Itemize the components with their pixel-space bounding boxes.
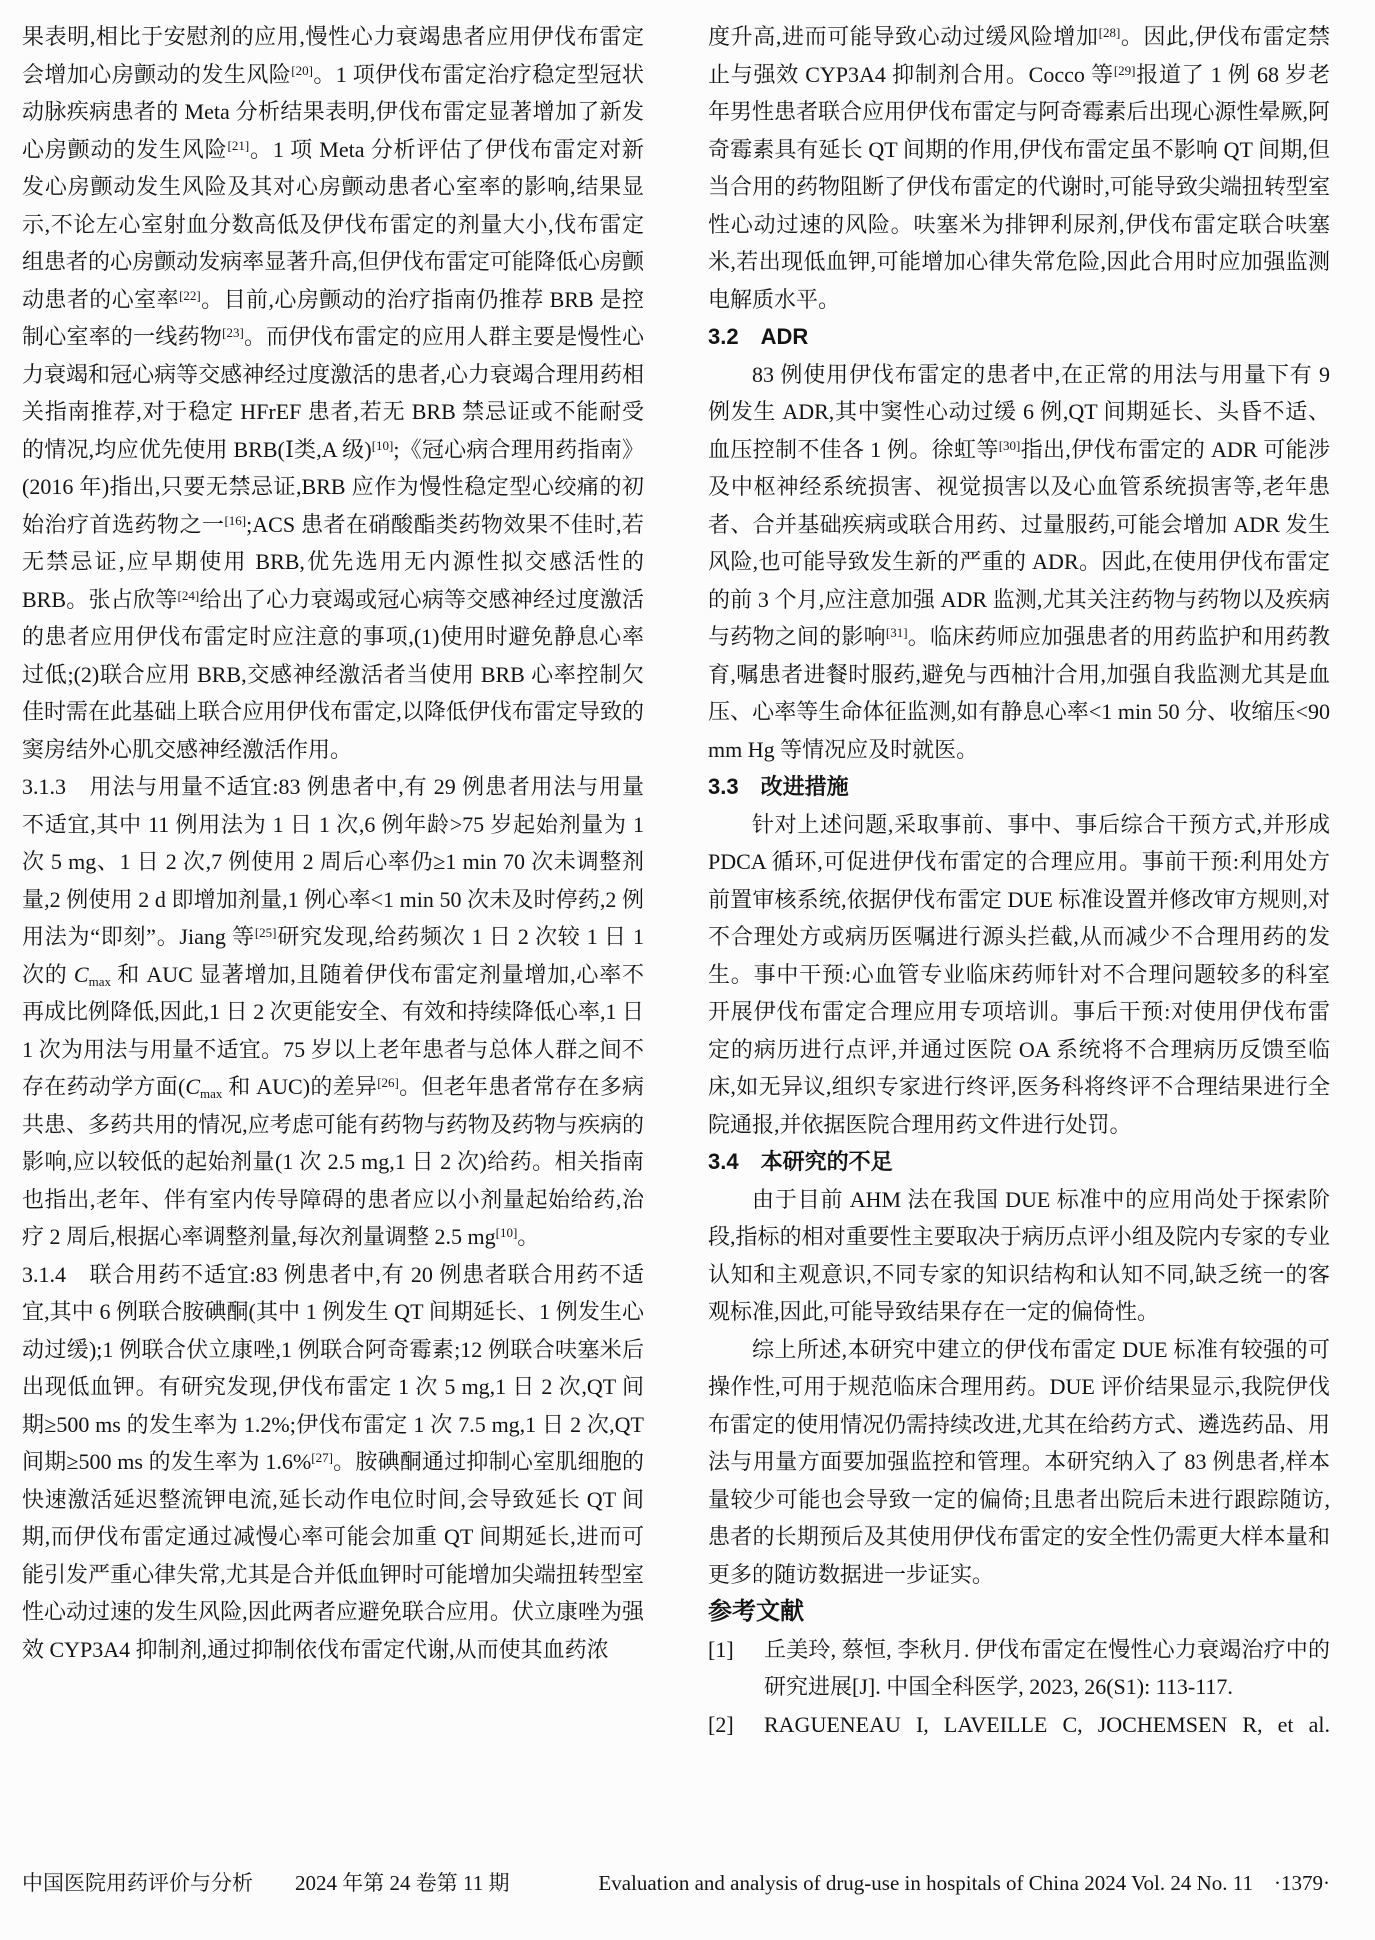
reference-item <box>708 1631 1330 1706</box>
body-paragraph: 83 例使用伊伐布雷定的患者中,在正常的用法与用量下有 9 例发生 ADR,其中窦性心动过缓 6 例,QT 间期延长、头昏不适、血压控制不佳各 1 例。徐虹等[30]指出,伊伐布雷定的 ADR 可能涉及中枢神经系统损害、视觉损害以及心血管系统损害等,老年患者、合并基础疾病或联合用药、过量服药,可能会增加 ADR 发生风险,也可能导致发生新的严重的 ADR。因此,在使用伊伐布雷定的前 3 个月,应注意加强 ADR 监测,尤其关注药物与药物以及疾病与药物之间的影响[31]。临床药师应加强患者的用药监护和用药教育,嘱患者进餐时服药,避免与西柚汁合用,加强自我监测尤其是血压、心率等生命体征监测,如有静息心率<1 min 50 分、收缩压<90 mm Hg 等情况应及时就医。 <box>708 361 1330 762</box>
inline-symbol: max <box>200 1086 223 1101</box>
body-paragraph: 3.1.4 联合用药不适宜:83 例患者中,有 20 例患者联合用药不适宜,其中 6 例联合胺碘酮(其中 1 例发生 QT 间期延长、1 例发生心动过缓);1 例联合伏立康唑,1 例联合阿奇霉素;12 例联合呋塞米后出现低血钾。有研究发现,伊伐布雷定 1 次 5 mg,1 日 2 次,QT 间期≥500 ms 的发生率为 1.2%;伊伐布雷定 1 次 7.5 mg,1 日 2 次,QT 间期≥500 ms 的发生率为 1.6%[27]。胺碘酮通过抑制心室肌细胞的快速激活延迟整流钾电流,延长动作电位时间,会导致延长 QT 间期,而伊伐布雷定通过减慢心率可能会加重 QT 间期延长,进而可能引发严重心律失常,尤其是合并低血钾时可能增加尖端扭转型室性心动过速的发生风险,因此两者应避免联合应用。伏立康唑为强效 CYP3A4 抑制剂,通过抑制依伐布雷定代谢,从而使其血药浓 <box>22 1261 644 1662</box>
reference-superscript: [10] <box>495 1225 518 1240</box>
reference-superscript: [22] <box>179 287 201 303</box>
reference-superscript: [29] <box>1113 62 1136 78</box>
body-paragraph: 果表明,相比于安慰剂的应用,慢性心力衰竭患者应用伊伐布雷定会增加心房颤动的发生风险[20]。1 项伊伐布雷定治疗稳定型冠状动脉疾病患者的 Meta 分析结果表明,伊伐布雷定显著增加了新发心房颤动的发生风险[21]。1 项 Meta 分析评估了伊伐布雷定对新发心房颤动发生风险及其对心房颤动患者心室率的影响,结果显示,不论左心室射血分数高低及伊伐布雷定的剂量大小,伐布雷定组患者的心房颤动发病率显著升高,但伊伐布雷定可能降低心房颤动患者的心室率[22]。目前,心房颤动的治疗指南仍推荐 BRB 是控制心室率的一线药物[23]。而伊伐布雷定的应用人群主要是慢性心力衰竭和冠心病等交感神经过度激活的患者,心力衰竭合理用药相关指南推荐,对于稳定 HFrEF 患者,若无 BRB 禁忌证或不能耐受的情况,均应优先使用 BRB(Ⅰ类,A 级)[10];《冠心病合理用药指南》(2016 年)指出,只要无禁忌证,BRB 应作为慢性稳定型心绞痛的初始治疗首选药物之一[16];ACS 患者在硝酸酯类药物效果不佳时,若无禁忌证,应早期使用 BRB,优先选用无内源性拟交感活性的 BRB。张占欣等[24]给出了心力衰竭或冠心病等交感神经过度激活的患者应用伊伐布雷定时应注意的事项,(1)使用时避免静息心率过低;(2)联合应用 BRB,交感神经激活者当使用 BRB 心率控制欠佳时需在此基础上联合应用伊伐布雷定,以降低伊伐布雷定导致的窦房结外心肌交感神经激活作用。 <box>22 24 644 762</box>
reference-superscript: [20] <box>291 62 313 78</box>
reference-superscript: [28] <box>1098 25 1121 40</box>
reference-superscript: [23] <box>222 325 244 340</box>
reference-superscript: [25] <box>254 925 277 940</box>
body-paragraph: 针对上述问题,采取事前、事中、事后综合干预方式,并形成 PDCA 循环,可促进伊伐布雷定的合理应用。事前干预:利用处方前置审核系统,依据伊伐布雷定 DUE 标准设置并修改审方规则,对不合理处方或病历医嘱进行源头拦截,从而减少不合理用药的发生。事中干预:心血管专业临床药师针对不合理问题较多的科室开展伊伐布雷定合理应用专项培训。事后干预:对使用伊伐布雷定的病历进行点评,并通过医院 OA 系统将不合理病历反馈至临床,如无异议,组织专家进行终评,医务科将终评不合理结果进行全院通报,并依据医院合理用药文件进行处罚。 <box>708 811 1330 1137</box>
inline-symbol: C <box>185 1074 201 1099</box>
reference-superscript: [27] <box>311 1450 333 1465</box>
reference-number: [2] <box>708 1711 734 1737</box>
right-column <box>708 18 1330 1743</box>
reference-text: RAGUENEAU I, LAVEILLE C, JOCHEMSEN R, et al. <box>764 1711 1330 1737</box>
reference-superscript: [10] <box>371 437 394 453</box>
reference-superscript: [31] <box>885 625 908 640</box>
section-heading: 3.4 本研究的不足 <box>708 1149 893 1174</box>
inline-symbol: C <box>73 961 89 987</box>
reference-item <box>708 1706 1330 1744</box>
body-paragraph: 度升高,进而可能导致心动过缓风险增加[28]。因此,伊伐布雷定禁止与强效 CYP3A4 抑制剂合用。Cocco 等[29]报道了 1 例 68 岁老年男性患者联合应用伊伐布雷定与阿奇霉素后出现心源性晕厥,阿奇霉素具有延长 QT 间期的作用,伊伐布雷定虽不影响 QT 间期,但当合用的药物阻断了伊伐布雷定的代谢时,可能导致尖端扭转型室性心动过速的风险。呋塞米为排钾利尿剂,伊伐布雷定联合呋塞米,若出现低血钾,可能增加心律失常危险,因此合用时应加强监测电解质水平。 <box>708 24 1330 312</box>
body-paragraph: 3.1.3 用法与用量不适宜:83 例患者中,有 29 例患者用法与用量不适宜,其中 11 例用法为 1 日 1 次,6 例年龄>75 岁起始剂量为 1 次 5 mg、1 日 2 次,7 例使用 2 周后心率仍≥1 min 70 次未调整剂量,2 例使用 2 d 即增加剂量,1 例心率<1 min 50 次未及时停药,2 例用法为“即刻”。Jiang 等[25]研究发现,给药频次 1 日 2 次较 1 日 1 次的 $C_{max}$ 和 AUC 显著增加,且随着伊伐布雷定剂量增加,心率不再成比例降低,因此,1 日 2 次更能安全、有效和持续降低心率,1 日 1 次为用法与用量不适宜。75 岁以上老年患者与总体人群之间不存在药动学方面($C_{max}$ 和 AUC)的差异[26]。但老年患者常存在多病共患、多药共用的情况,应考虑可能有药物与药物及药物与疾病的影响,应以较低的起始剂量(1 次 2.5 mg,1 日 2 次)给药。相关指南也指出,老年、伴有室内传导障碍的患者应以小剂量起始给药,治疗 2 周后,根据心率调整剂量,每次剂量调整 2.5 mg[10]。 <box>22 774 644 1249</box>
section-heading: 3.2 ADR <box>708 324 809 349</box>
footer-journal-title-en: Evaluation and analysis of drug-use in hospitals of China 2024 Vol. 24 No. 11 ·1379· <box>598 1871 1330 1895</box>
reference-text: 丘美玲, 蔡恒, 李秋月. 伊伐布雷定在慢性心力衰竭治疗中的研究进展[J]. 中国全科医学, 2023, 26(S1): 113-117. <box>764 1636 1330 1699</box>
section-heading: 3.3 改进措施 <box>708 774 849 799</box>
section-heading: 参考文献 <box>708 1598 804 1625</box>
reference-superscript: [26] <box>377 1075 399 1090</box>
footer-journal-title-cn: 中国医院用药评价与分析 2024 年第 24 卷第 11 期 <box>22 1871 510 1895</box>
reference-superscript: [30] <box>998 437 1021 453</box>
page-footer <box>22 1868 1330 1898</box>
left-column <box>22 18 644 1743</box>
inline-symbol: max <box>88 973 111 989</box>
body-paragraph: 综上所述,本研究中建立的伊伐布雷定 DUE 标准有较强的可操作性,可用于规范临床合理用药。DUE 评价结果显示,我院伊伐布雷定的使用情况仍需持续改进,尤其在给药方式、遴选药品、用法与用量方面要加强监控和管理。本研究纳入了 83 例患者,样本量较少可能也会导致一定的偏倚;且患者出院后未进行跟踪随访,患者的长期预后及其使用伊伐布雷定的安全性仍需更大样本量和更多的随访数据进一步证实。 <box>708 1336 1330 1587</box>
reference-superscript: [16] <box>224 512 247 528</box>
reference-superscript: [24] <box>177 587 200 603</box>
body-paragraph: 由于目前 AHM 法在我国 DUE 标准中的应用尚处于探索阶段,指标的相对重要性主要取决于病历点评小组及院内专家的专业认知和主观意识,不同专家的知识结构和认知不同,缺乏统一的客观标准,因此,可能导致结果存在一定的偏倚性。 <box>708 1186 1330 1324</box>
reference-number: [1] <box>708 1636 734 1662</box>
reference-superscript: [21] <box>227 137 250 153</box>
